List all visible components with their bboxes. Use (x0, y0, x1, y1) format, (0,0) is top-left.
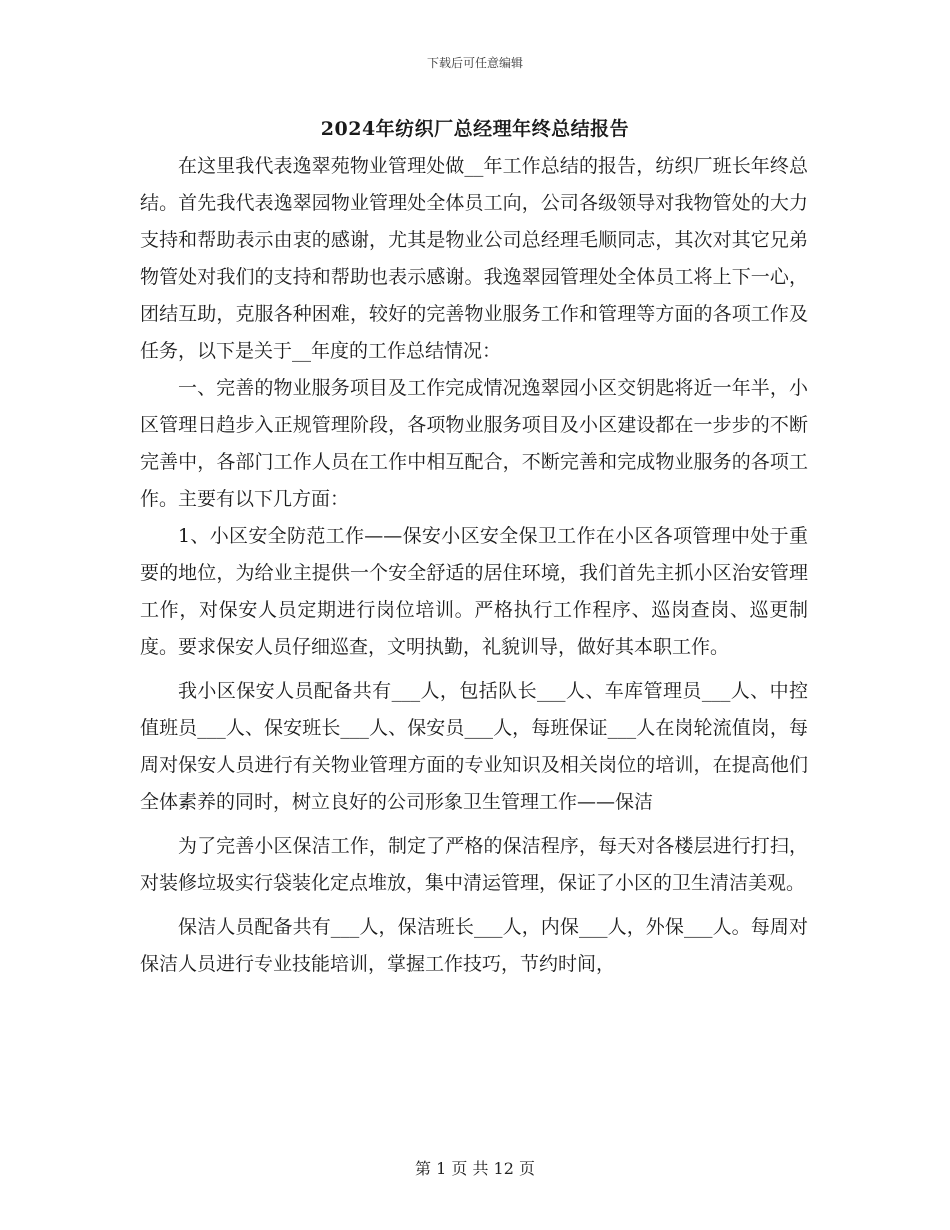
paragraph-cleaning-staff: 保洁人员配备共有___人，保洁班长___人，内保___人，外保___人。每周对保洁人员进行专业技能培训，掌握工作技巧，节约时间， (140, 916, 808, 975)
paragraph-section-one: 一、完善的物业服务项目及工作完成情况逸翠园小区交钥匙将近一年半，小区管理日趋步入正规管理阶段，各项物业服务项目及小区建设都在一步步的不断完善中，各部门工作人员在工作中相互配合，不断完善和完成物业服务的各项工作。主要有以下几方面： (140, 377, 808, 510)
document-body (140, 148, 808, 983)
paragraph-security-staff: 我小区保安人员配备共有___人，包括队长___人、车库管理员___人、中控值班员___人、保安班长___人、保安员___人，每班保证___人在岗轮流值岗，每周对保安人员进行有关物业管理方面的专业知识及相关岗位的培训，在提高他们全体素养的同时，树立良好的公司形象卫生管理工作——保洁 (140, 680, 808, 813)
page-header-note: 下载后可任意编辑 (426, 56, 523, 70)
paragraph-security-work: 1、小区安全防范工作——保安小区安全保卫工作在小区各项管理中处于重要的地位，为给业主提供一个安全舒适的居住环境，我们首先主抓小区治安管理工作，对保安人员定期进行岗位培训。严格执行工作程序、巡岗查岗、巡更制度。要求保安人员仔细巡查，文明执勤，礼貌训导，做好其本职工作。 (140, 525, 808, 658)
page-number: 第 1 页 共 12 页 (415, 1159, 535, 1178)
document-title: 2024年纺织厂总经理年终总结报告 (320, 118, 630, 140)
paragraph-cleaning-work: 为了完善小区保洁工作，制定了严格的保洁程序，每天对各楼层进行打扫，对装修垃圾实行袋装化定点堆放，集中清运管理，保证了小区的卫生清洁美观。 (140, 835, 808, 894)
paragraph-intro: 在这里我代表逸翠苑物业管理处做__年工作总结的报告，纺织厂班长年终总结。首先我代表逸翠园物业管理处全体员工向，公司各级领导对我物管处的大力支持和帮助表示由衷的感谢，尤其是物业公司总经理毛顺同志，其次对其它兄弟物管处对我们的支持和帮助也表示感谢。我逸翠园管理处全体员工将上下一心，团结互助，克服各种困难，较好的完善物业服务工作和管理等方面的各项工作及任务，以下是关于__年度的工作总结情况： (140, 155, 808, 362)
